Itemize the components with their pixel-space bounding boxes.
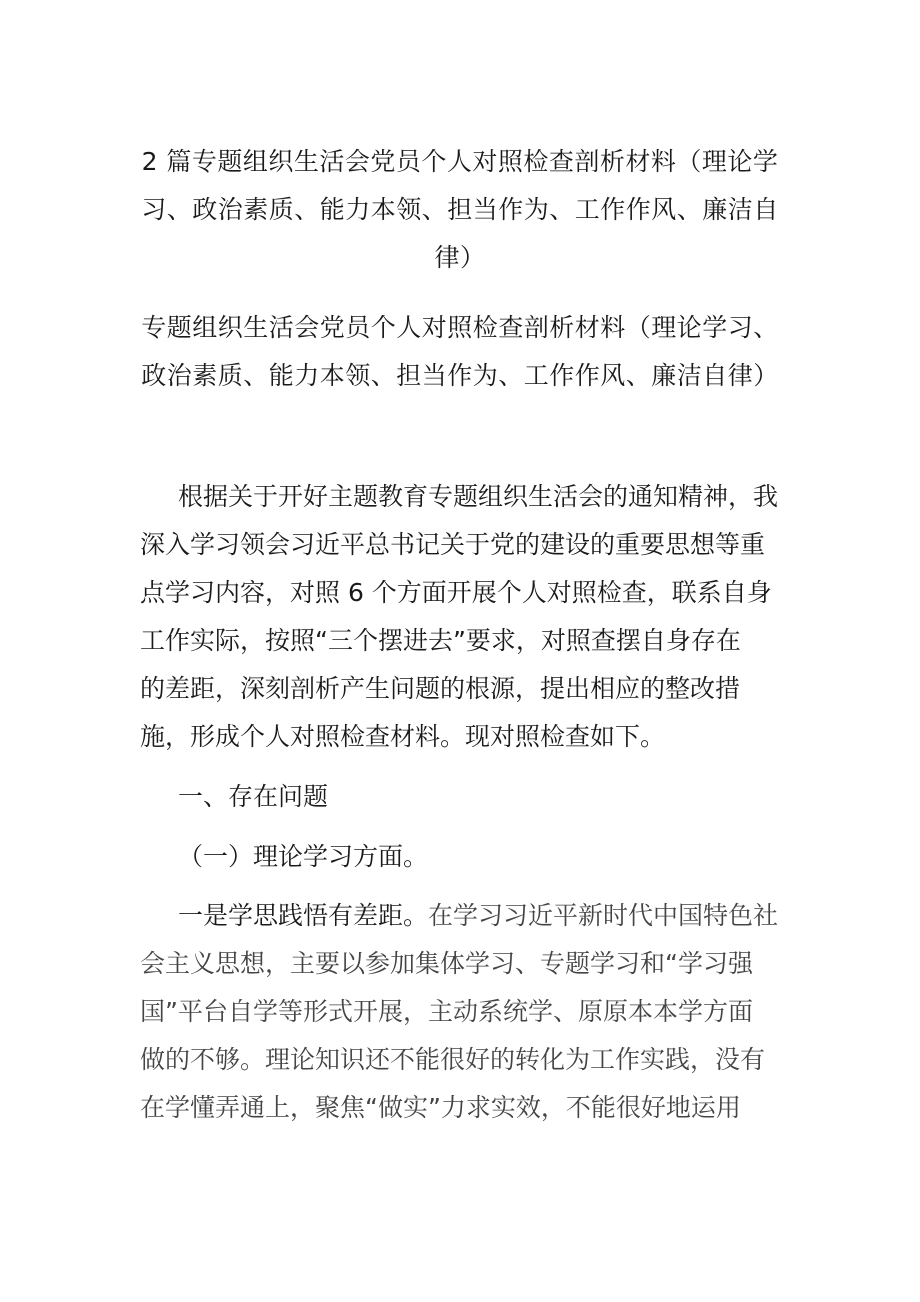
paragraph-line: 在学懂弄通上，聚焦“做实”力求实效，不能很好地运用	[140, 1093, 741, 1122]
theory-study-paragraph	[140, 892, 780, 1132]
title-line: 习、政治素质、能力本领、担当作为、工作作风、廉洁自	[141, 195, 779, 224]
paragraph-first-line	[140, 892, 780, 940]
document-subtitle	[140, 304, 780, 400]
intro-line: 点学习内容，对照 6 个方面开展个人对照检查，联系自身	[140, 578, 772, 607]
paragraph-first-rest: 在学习习近平新时代中国特色社	[428, 901, 779, 930]
title-line: 律）	[434, 243, 486, 272]
subsection-heading: （一）理论学习方面。	[178, 842, 429, 871]
paragraph-line: 会主义思想，主要以参加集体学习、专题学习和“学习强	[140, 949, 753, 978]
subtitle-line: 政治素质、能力本领、担当作为、工作作风、廉洁自律）	[141, 361, 779, 390]
paragraph-line: 国”平台自学等形式开展，主动系统学、原原本本学方面	[140, 997, 753, 1026]
intro-line: 深入学习领会习近平总书记关于党的建设的重要思想等重	[140, 530, 766, 559]
document-title	[140, 138, 780, 282]
paragraph-lead: 一是学思践悟有差距。	[178, 901, 429, 930]
intro-line: 施，形成个人对照检查材料。现对照检查如下。	[140, 722, 666, 751]
intro-line: 的差距，深刻剖析产生问题的根源，提出相应的整改措	[140, 674, 741, 703]
intro-paragraph	[140, 473, 780, 761]
subtitle-line: 专题组织生活会党员个人对照检查剖析材料（理论学习、	[141, 313, 779, 342]
intro-line: 工作实际，按照“三个摆进去”要求，对照查摆自身存在	[140, 626, 741, 655]
section-heading: 一、存在问题	[178, 782, 329, 811]
title-line: 2 篇专题组织生活会党员个人对照检查剖析材料（理论学	[141, 147, 779, 176]
paragraph-line: 做的不够。理论知识还不能很好的转化为工作实践，没有	[140, 1045, 766, 1074]
intro-line: 根据关于开好主题教育专题组织生活会的通知精神，我	[178, 482, 779, 511]
